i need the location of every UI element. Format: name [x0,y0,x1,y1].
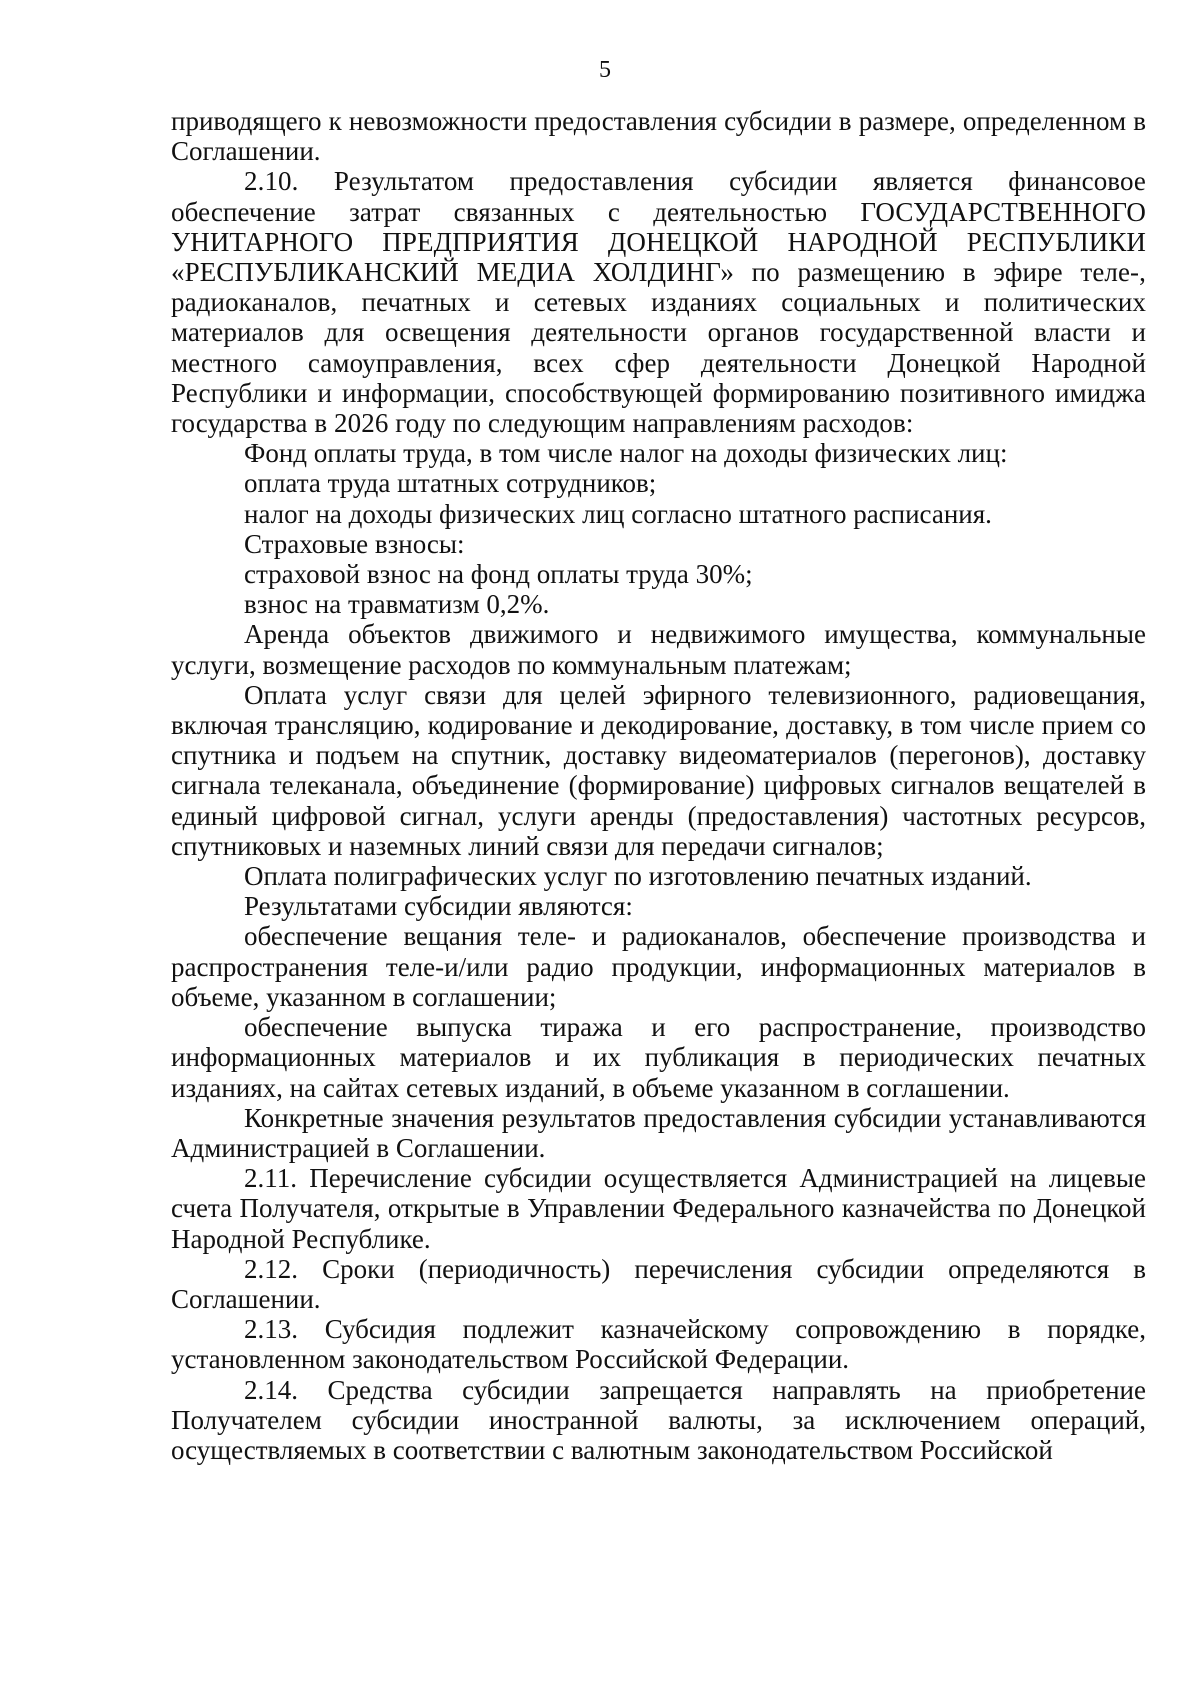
paragraph-payroll-fund: Фонд оплаты труда, в том числе налог на доходы физических лиц: [244,438,1008,469]
paragraph-staff-pay: оплата труда штатных сотрудников; [244,468,657,499]
paragraph-2-13: 2.13. Субсидия подлежит казначейскому сопровождению в порядке, установленном законодательством Российской Федерации. [171,1314,1146,1375]
paragraph-insurance: Страховые взносы: [244,528,465,559]
paragraph-insurance-fee: страховой взнос на фонд оплаты труда 30%; [244,559,753,590]
paragraph-rent: Аренда объектов движимого и недвижимого имущества, коммунальные услуги, возмещение расходов по коммунальным платежам; [171,619,1146,680]
paragraph-broadcast-result: обеспечение вещания теле- и радиоканалов, обеспечение производства и распространения теле-и/или радио продукции, информационных материалов в объеме, указанном в соглашении; [171,921,1146,1012]
paragraph-specific-values: Конкретные значения результатов предоставления субсидии устанавливаются Администрацией в Соглашении. [171,1102,1146,1163]
paragraph-2-10: 2.10. Результатом предоставления субсидии является финансовое обеспечение затрат связанных с деятельностью ГОСУДАРСТВЕННОГО УНИТАРНОГО ПРЕДПРИЯТИЯ ДОНЕЦКОЙ НАРОДНОЙ РЕСПУБЛИКИ «РЕСПУБЛИКАНСКИЙ МЕДИА ХОЛДИНГ» по размещению в эфире теле-, радиоканалов, печатных и сетевых изданиях социальных и политических материалов для освещения деятельности органов государственной власти и местного самоуправления, всех сфер деятельности Донецкой Народной Республики и информации, способствующей формированию позитивного имиджа государства в 2026 году по следующим направлениям расходов: [171,166,1146,439]
paragraph-printing: Оплата полиграфических услуг по изготовлению печатных изданий. [244,861,1032,892]
paragraph-2-14: 2.14. Средства субсидии запрещается направлять на приобретение Получателем субсидии иностранной валюты, за исключением операций, осуществляемых в соответствии с валютным законодательством Российской [171,1374,1146,1465]
paragraph-print-result: обеспечение выпуска тиража и его распространение, производство информационных материалов и их публикация в периодических печатных изданиях, на сайтах сетевых изданий, в объеме указанном в соглашении. [171,1012,1146,1103]
paragraph-results-heading: Результатами субсидии являются: [244,891,633,922]
paragraph-communication: Оплата услуг связи для целей эфирного телевизионного, радиовещания, включая трансляцию, кодирование и декодирование, доставку, в том числе прием со спутника и подъем на спутник, доставку видеоматериалов (перегонов), доставку сигнала телеканала, объединение (формирование) цифровых сигналов вещателей в единый цифровой сигнал, услуги аренды (предоставления) частотных ресурсов, спутниковых и наземных линий связи для передачи сигналов; [171,679,1146,861]
paragraph-continuation: приводящего к невозможности предоставления субсидии в размере, определенном в Соглашении. [171,106,1146,167]
paragraph-2-12: 2.12. Сроки (периодичность) перечисления субсидии определяются в Соглашении. [171,1253,1146,1314]
page-number: 5 [599,57,611,83]
paragraph-injury-fee: взнос на травматизм 0,2%. [244,589,550,620]
paragraph-2-11: 2.11. Перечисление субсидии осуществляется Администрацией на лицевые счета Получателя, открытые в Управлении Федерального казначейства по Донецкой Народной Республике. [171,1163,1146,1254]
document-body [171,106,1146,1465]
paragraph-income-tax: налог на доходы физических лиц согласно штатного расписания. [244,498,992,529]
